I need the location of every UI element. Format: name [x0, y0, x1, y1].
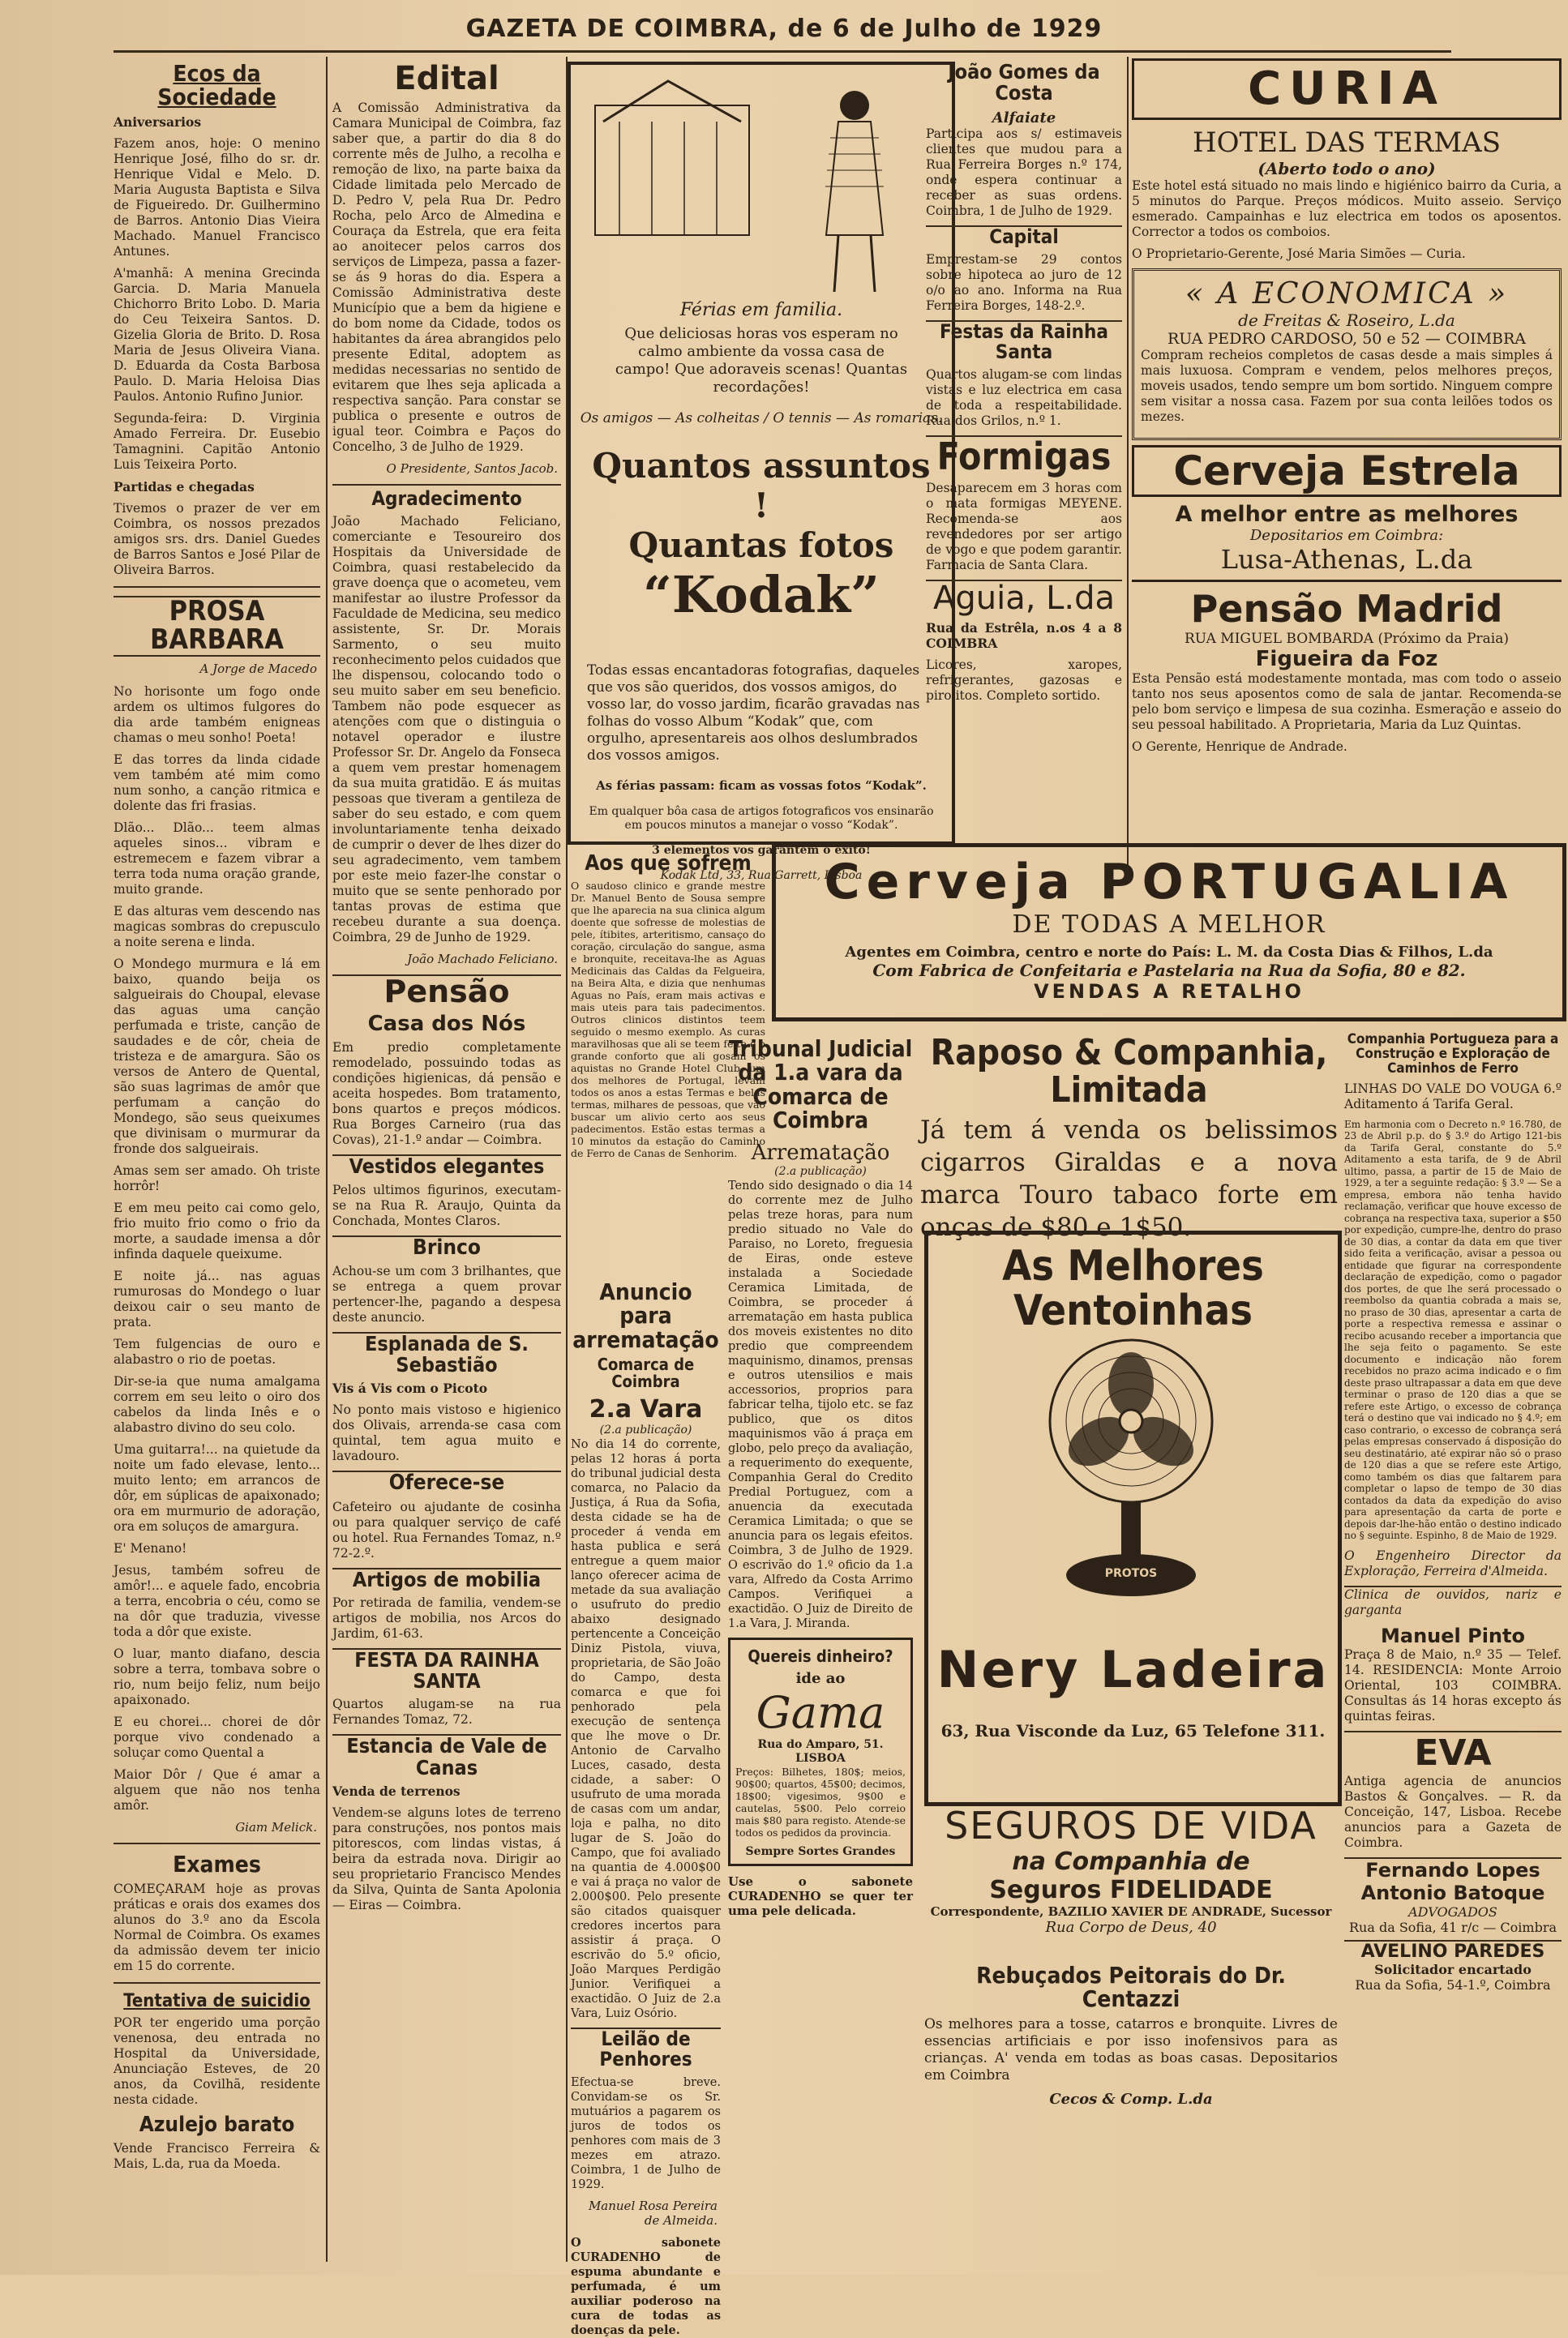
rebucados-signature: Cecos & Comp. L.da — [1049, 2090, 1213, 2108]
paredes-address: Rua da Sofia, 54-1.º, Coimbra — [1355, 1976, 1551, 1993]
edital-signature: O Presidente, Santos Jacob. — [386, 461, 558, 476]
anuncio-pub: (2.a publicação) — [599, 1424, 692, 1437]
economica-subtitle: de Freitas & Roseiro, L.da — [1238, 310, 1455, 330]
aniversarios-amanha: A'manhã: A menina Grecinda Garcia. D. Maria Manuela Chichorro Brito Lobo. D. Maria do Ceu Teixeira Santos. D. Gizelia Gloria de Brito. D. Rosa Maria de Jesus Oliveira Viana. D. Eduarda da Costa Barbosa Paulo. D. Maria Heloisa Dias Paulos. Antonio Rufino Junior. — [114, 265, 320, 404]
kodak-ferias-line: As férias passam: ficam as vossas fotos “Kodak”. — [596, 778, 927, 793]
pinto-head: Clinica de ouvidos, nariz e garganta — [1344, 1586, 1562, 1617]
aniversarios-segunda: Segunda-feira: D. Virginia Amado Ferreira. Dr. Eusebio Tamagnini. Capitão Antonio Luis Teixeira Porto. — [114, 410, 320, 472]
prosa-p15: E eu chorei... chorei de dôr porque vivo condenado a soluçar como Quental a — [114, 1715, 320, 1761]
prosa-p10: Dir-se-ia que numa amalgama correm em seu leito o oiro dos cabelos da linda Inês e o alabastro divino do seu colo. — [114, 1374, 320, 1436]
seguros-ad — [924, 1804, 1338, 1936]
exames-text: COMEÇARAM hoje as provas práticas e orais dos exames dos alunos do 3.º ano da Escola Normal de Coimbra. Os exames da admissão devem ter inicio em 15 do corrente. — [114, 1881, 320, 1973]
portugalia-agents: Agentes em Coimbra, centro e norte do País: L. M. da Costa Dias & Filhos, L.da — [845, 944, 1493, 961]
paredes-title: AVELINO PAREDES — [1344, 1940, 1562, 1962]
tribunal-judicial — [728, 1034, 913, 2270]
prosa-signature: Giam Melick. — [235, 1820, 317, 1835]
edital-text: A Comissão Administrativa da Camara Municipal de Coimbra, faz saber que, a partir do dia 8 do corrente mês de Julho, a recolha e remoção de lixo, na parte baixa da Cidade limitada pelo Mercado de D. Pedro V, pela Rua Dr. Pedro Rocha, pelo Arco de Almedina e Couraça da Estrela, que era feita ao anoitecer pelos carros dos serviços de Limpeza, passa a fazer-se ás 9 horas do dia. Espera a Comissão Administrativa deste Município que a bem da higiene e do bom nome da Cidade, todos os habitantes da área abrangidos pelo presente Edital, adoptem as medidas necessarias no sentido de evitarem que lhes seja aplicada a respectiva sanção. Para constar se publica o presente e outros de igual teor. Coimbra e Paços do Concelho, 3 de Julho de 1929. — [332, 101, 561, 454]
raposo-ad — [920, 1031, 1338, 1243]
alfaiate-subtitle: Alfaiate — [992, 109, 1056, 126]
rebucados-title: Rebuçados Peitorais do Dr. Centazzi — [976, 1962, 1286, 2013]
economica-text: Compram recheios completos de casas desde a mais simples á mais luxuosa. Compram e vendem, pelos melhores preços, moveis usados, tendo sempre um bom sortido. Ninguem compre sem visitar a nossa casa. Fazem por sua conta leilões todos os mezes. — [1141, 348, 1553, 424]
pensao-text: Em predio completamente remodelado, possuindo todas as condições higienicas, dá pensão e aceita hospedes. Bom tratamento, bons quartos e preços módicos. Rua Borges Carneiro (rua das Covas), 21-1.º andar — Coimbra. — [332, 1040, 561, 1148]
economica-ad — [1132, 268, 1562, 440]
lopes-address: Rua da Sofia, 41 r/c — Coimbra — [1348, 1919, 1557, 1935]
vestidos-title: Vestidos elegantes — [332, 1154, 561, 1177]
prosa-p1: No horisonte um fogo onde ardem os ultimos fulgores do dia arde também enigneas chamas o meu sonho! Poeta! — [114, 684, 320, 746]
hotel-title: HOTEL DAS TERMAS — [1192, 126, 1502, 159]
ventoinhas-ad — [924, 1231, 1342, 1806]
raposo-title: Raposo & Companhia, Limitada — [930, 1032, 1328, 1111]
leilao-text: Efectua-se breve. Convidam-se os Sr. mutuários a pagarem os juros de todos os penhores com mais de 3 mezes em atrazo. Coimbra, 1 de Julho de 1929. — [571, 2075, 721, 2191]
partidas-text: Tivemos o prazer de ver em Coimbra, os nossos prezados amigos srs. drs. Daniel Guedes de Barros Santos e José Pilar de Oliveira Barros. — [114, 500, 320, 577]
prosa-p8: E noite já... nas aguas rumurosas do Mondego o luar deixou cair o seu manto de prata. — [114, 1269, 320, 1330]
estancia-title: Estancia de Vale de Canas — [332, 1734, 561, 1779]
portugalia-ad — [772, 843, 1566, 1021]
prosa-p11: Uma guitarra!... na quietude da noite um fado elevase, lento... muito lento; em arrancos de dôr, em súplicas de apaixonado; ora em murmurio de adoração, ora em soluços de amargura. — [114, 1442, 320, 1535]
prosa-p4: E das alturas vem descendo nas magicas sombras do crepusculo a noite serena e linda. — [114, 904, 320, 950]
protos-label: PROTOS — [1104, 1567, 1158, 1580]
tribunal-pub: (2.a publicação) — [774, 1164, 867, 1178]
suicidio-title: Tentativa de suicidio — [123, 1990, 311, 2011]
esplanada-text: No ponto mais vistoso e higienico dos Olivais, arrenda-se casa com quintal, tem agua muito e lavadouro. — [332, 1402, 561, 1464]
ventoinhas-address: 63, Rua Visconde da Luz, 65 Telefone 311. — [940, 1721, 1326, 1741]
masthead — [0, 15, 1568, 55]
anuncio-text: No dia 14 do corrente, pelas 12 horas á porta do tribunal judicial desta comarca, no Palacio da Justiça, á Rua da Sofia, desta cidade se ha de proceder á venda em hasta publica e será entregue a quem maior lanço oferecer acima de metade da sua avaliação o usufruto do predio abaixo designado pertencente a Conceição Diniz Pistola, viuva, proprietaria, de São João do Campo, desta comarca e que foi penhorado pela execução de sentença que lhe move o Dr. Antonio de Carvalho Luces, casado, desta cidade, a saber: O usufruto de uma morada de casas com um andar, loja e palha, no dito lugar de S. João do Campo, que foi avaliado na quantia de 4.000$00 e vai á praça no valor de 2.000$00. Pelo presente são citados quaisquer credores incertos para assistir á praça. O escrivão do 5.º oficio, João Marques Perdigão Junior. Verifiquei a exactidão. O Juiz de 2.a Vara, Luiz Osório. — [571, 1438, 721, 2021]
prosa-p3: Dlão... Dlão... teem almas aqueles sinos... vibram e estremecem e fazem vibrar a terra toda numa oração grande, muito grande. — [114, 820, 320, 897]
gama-question: Quereis dinheiro? — [748, 1646, 893, 1666]
kodak-ferias-title: Férias em familia. — [679, 300, 843, 320]
divider — [114, 1843, 320, 1844]
esplanada-title: Esplanada de S. Sebastião — [332, 1332, 561, 1377]
portugalia-vendas: VENDAS A RETALHO — [1034, 980, 1305, 1003]
esplanada-subtitle: Vis á Vis com o Picoto — [332, 1381, 488, 1397]
prosa-author: A Jorge de Macedo — [199, 662, 317, 677]
capital-title: Capital — [926, 225, 1122, 247]
prosa-p5: O Mondego murmura e lá em baixo, quando beija os salgueirais do Choupal, elevase das aguas uma canção perfumada e triste, canção de saudades e de côr, cheia de tristeza e de amargura. São os versos de Antero de Quental, são suas lagrimas de amôr que perfumam a canção do Mondego, são seus queixumes que divinisam o murmurar da fronde dos salgueirais. — [114, 957, 320, 1157]
column-divider — [1127, 57, 1129, 876]
prosa-p14: O luar, manto diafano, descia sobre a terra, tombava sobre o rio, num beijo feliz, num beijo apaixonado. — [114, 1646, 320, 1708]
kodak-headline-1: Quantos assuntos ! — [592, 446, 931, 525]
pensao-subtitle: Casa dos Nós — [367, 1012, 526, 1037]
lopes-subtitle: ADVOGADOS — [1408, 1903, 1497, 1920]
festas-title: Festas da Rainha Santa — [926, 320, 1122, 362]
anuncio-comarca: Comarca de Coimbra — [597, 1355, 695, 1392]
rebucados-ad — [924, 1960, 1338, 2268]
column-divider — [326, 57, 328, 2262]
lopes-title: Fernando Lopes Antonio Batoque — [1344, 1857, 1562, 1904]
rebucados-text: Os melhores para a tosse, catarros e bronquite. Livres de essencias artificiais e por isso inofensivos para as crianças. A' venda em todas as boas casas. Depositarios em Coimbra — [924, 2015, 1338, 2083]
estrela-subtitle: A melhor entre as melhores — [1175, 502, 1519, 527]
kodak-headline-3: “Kodak” — [643, 565, 880, 624]
madrid-address: RUA MIGUEL BOMBARDA (Próximo da Praia) — [1185, 631, 1509, 647]
anuncio-arrematacao — [571, 1277, 721, 2337]
kodak-ferias-lines: Os amigos — As colheitas / O tennis — As romarias. — [580, 410, 943, 426]
pinto-text: Praça 8 de Maio, n.º 35 — Telef. 14. RESIDENCIA: Monte Arroio Oriental, 103 COIMBRA. Consultas ás 14 horas excepto ás quintas feiras. — [1344, 1646, 1562, 1724]
formigas-title: Formigas — [926, 435, 1122, 476]
artigos-text: Por retirada de familia, vendem-se artigos de mobilia, nos Arcos do Jardim, 61-63. — [332, 1595, 561, 1641]
anuncio-sabonete: O sabonete CURADENHO de espuma abundante e perfumada, é um auxiliar poderoso na cura de todas as doenças da pele. — [571, 2235, 721, 2337]
seguros-corresp: Correspondente, BAZILIO XAVIER DE ANDRADE, Sucessor — [930, 1904, 1332, 1919]
ventoinhas-name: Nery Ladeira — [936, 1640, 1330, 1699]
prosa-p6: Amas sem ser amado. Oh triste horrôr! — [114, 1163, 320, 1194]
comp-subtitle: LINHAS DO VALE DO VOUGA 6.º Aditamento á Tarifa Geral. — [1344, 1081, 1562, 1111]
hotel-text: Este hotel está situado no mais lindo e higiénico bairro da Curia, a 5 minutos do Parque. Preços módicos. Muito asseio. Serviço esmerado. Campainhas e luz electrica em todos os aposentos. Corrector a todos os comboios. — [1132, 178, 1562, 239]
kodak-illustration — [587, 73, 936, 300]
kodak-elements: 3 elementos vos garantem o exito! — [652, 844, 871, 857]
column-5 — [1132, 58, 1562, 877]
agradecimento-title: Agradecimento — [332, 484, 561, 509]
eva-title: EVA — [1344, 1731, 1562, 1774]
seguros-sub2: Seguros FIDELIDADE — [989, 1876, 1273, 1904]
prosa-p7: E em meu peito cai como gelo, frio muito frio como o frio da morte, a saudade imensa a dôr infinda daquele queixume. — [114, 1201, 320, 1262]
portugalia-subtitle: DE TODAS A MELHOR — [1012, 910, 1326, 939]
kodak-small: Em qualquer bôa casa de artigos fotograficos vos ensinarão em poucos minutos a manejar o vosso “Kodak”. — [589, 805, 934, 832]
anuncio-title: Anuncio para arrematação — [572, 1278, 719, 1353]
estancia-text: Vendem-se alguns lotes de terreno para construções, nos pontos mais pitorescos, com lindas vistas, á beira da estrada nova. Dirigir ao seu proprietario Francisco Mendes da Silva, Quinta de Santa Apolonia — Eiras — Coimbra. — [332, 1805, 561, 1912]
madrid-title: Pensão Madrid — [1190, 587, 1503, 631]
gama-ad — [728, 1638, 913, 1866]
leilao-title: Leilão de Penhores — [571, 2028, 721, 2070]
alfaiate-title: João Gomes da Costa — [948, 60, 1100, 105]
ventoinhas-title: As Melhores Ventoinhas — [1002, 1242, 1264, 1335]
prosa-title: PROSA BARBARA — [114, 596, 320, 657]
prosa-p9: Tem fulgencias de ouro e alabastro o rio de poetas. — [114, 1337, 320, 1368]
tribunal-arrematacao: Arrematação — [751, 1140, 890, 1165]
economica-address: RUA PEDRO CARDOSO, 50 e 52 — COIMBRA — [1167, 330, 1527, 348]
suicidio-text: POR ter engerido uma porção venenosa, deu entrada no Hospital da Universidade, Anunciação Esteves, de 20 anos, da Covilhã, residente nesta cidade. — [114, 2015, 320, 2107]
fan-illustration — [1026, 1324, 1236, 1608]
gama-ide: ide ao — [795, 1669, 846, 1687]
capital-text: Emprestam-se 29 contos sobre hipoteca ao juro de 12 o/o ao ano. Informa na Rua Ferreira Borges, 148-2.º. — [926, 251, 1122, 313]
exames-title: Exames — [173, 1851, 261, 1878]
madrid-text: Esta Pensão está modestamente montada, mas com todo o asseio tanto nos seus aposentos como de sala de jantar. Recomenda-se pelo bom serviço e limpesa de sua cozinha. Esmeração e asseio do seu pessoal habilitado. A Proprietaria, Maria da Luz Quintas. — [1132, 671, 1562, 732]
madrid-signature: O Gerente, Henrique de Andrade. — [1132, 739, 1347, 754]
estrela-depositarios: Depositarios em Coimbra: — [1249, 527, 1444, 544]
tribunal-sabonete: Use o sabonete CURADENHO se quer ter uma pele delicada. — [728, 1873, 913, 1918]
gama-name: Gama — [756, 1686, 885, 1738]
pinto-title: Manuel Pinto — [1381, 1624, 1525, 1647]
brinco-text: Achou-se um com 3 brilhantes, que se entrega a quem provar pertencer-lhe, pagando a despesa deste anuncio. — [332, 1263, 561, 1325]
oferece-text: Cafeteiro ou ajudante de cosinha ou para qualquer serviço de café ou hotel. Rua Fernandes Tomaz, n.º 72-2.º. — [332, 1499, 561, 1561]
portugalia-title: Cerveja PORTUGALIA — [824, 854, 1514, 910]
estancia-subtitle: Venda de terrenos — [332, 1783, 461, 1799]
agradecimento-signature: João Machado Feliciano. — [407, 952, 558, 967]
brinco-title: Brinco — [332, 1235, 561, 1259]
kodak-headline — [579, 446, 944, 624]
comp-text: Em harmonia com o Decreto n.º 16.780, de 23 de Abril p.p. do § 3.º do Artigo 121-bis da Tarifa Geral, constante do 5.º Aditamento a esta tarifa, de 9 de Abril ultimo, passa, a partir de 15 de Maio de 1929, a ter a seguinte redação: § 3.º — Se a empresa, embora não tenha havido reclamação, verificar que houve excesso de cobrança na respectiva taxa, superior a $50 por expedição, cumpre-lhe, dentro do praso de 30 dias, a contar da data em que tiver sido feita a verificação, avisar a pessoa ou entidade que figurar na correspondente declaração de expedição, como o pagador dos portes, de que lhe será processado o reembolso da quantia cobrada a mais se, no praso de 30 dias, apresentar a carta de porte a respectiva remessa e assinar o recibo acusando receber a importancia que lhe seja feito o pagamento. Se este documento e indicação não forem recebidos no prazo acima indicado e o fim deste praso ultrapassar a data em que deve terminar o praso de 120 dias a que se refere este Artigo, o excesso de cobrança terá o destino que vai indicado no § 4.º; em caso contrario, o excesso de cobrança será pelas empresas conservado á disposição do seu destinatário, até expirar não só o praso de 120 dias a que se refere este Artigo, como também os dias que faltarem para completar o lapso de tempo de 30 dias contados da data da expedição do aviso para apresentação da carta de porte e depois dar-lhe-hão então o destino indicado no § seguinte. Espinho, 8 de Maio de 1929. — [1344, 1118, 1562, 1542]
prosa-p2: E das torres da linda cidade vem também até mim como num sonho, a canção ritmica e dolente das fri frasias. — [114, 752, 320, 814]
artigos-title: Artigos de mobilia — [332, 1568, 561, 1591]
kodak-body-text: Todas essas encantadoras fotografias, daqueles que vos são queridos, dos vossos amigos, do vosso lar, do vosso jardim, ficarão gravadas nas folhas do vosso Album “Kodak” que, com orgulho, apresentareis aos olhos deslumbrados dos vossos amigos. — [587, 662, 920, 764]
leilao-signature: Manuel Rosa Pereira de Almeida. — [588, 2198, 718, 2228]
prosa-p13: Jesus, também sofreu de amôr!... e aquele fado, encobria a terra, encobria o céu, como se na dôr que traduzia, vivesse toda a dôr que existe. — [114, 1563, 320, 1640]
sofrem-text: O saudoso clinico e grande mestre Dr. Manuel Bento de Sousa sempre que lhe aparecia na sua clinica algum doente que sofresse de molestias de pele, ítibites, arteritismo, cansaço do coração, circulação do sangue, asma e bronquite, receitava-lhe as Aguas Medicinais das Caldas da Felgueira, na Beira Alta, e dizia que nenhumas Aguas no País, eram mais activas e mais uteis para tais padecimentos. Outros clinicos distintos teem seguido o mesmo exemplo. As curas maravilhosas que ali se teem feito e o grande conforto que ali gosam os aquistas no Grande Hotel Club, um dos melhores de Portugal, levam todos os anos a estas Termas e belas termas, milhares de pessoas, que vão buscar um alivio certo aos seus padecimentos. Estão estas termas a 10 minutos da estação do Caminho de Ferro de Canas de Senhorim. — [571, 880, 765, 1160]
kodak-headline-2: Quantas fotos — [628, 525, 894, 565]
gama-text: Preços: Bilhetes, 180$; meios, 90$00; quartos, 45$00; decimos, 18$00; vigesimos, 9$00 e cautelas, 5$00. Pelo correio mais $80 para registo. Atende-se todos os pedidos da provincia. — [735, 1765, 906, 1839]
kodak-ferias — [579, 300, 944, 440]
formigas-text: Desaparecem em 3 horas com o mata formigas MEYENE. Recomenda-se aos revendedores por ser artigo de vogo e que podem garantir. Farmacia de Santa Clara. — [926, 481, 1122, 573]
sofrem-title: Aos que sofrem — [585, 851, 752, 876]
festa-title: FESTA DA RAINHA SANTA — [332, 1648, 561, 1693]
eva-text: Antiga agencia de anuncios Bastos & Gonçalves. — R. da Conceição, 147, Lisboa. Recebe anuncios para a Gazeta de Coimbra. — [1344, 1773, 1562, 1850]
festas-text: Quartos alugam-se com lindas vistas e luz electrica em casa de toda a respeitabilidade. Rua dos Grilos, n.º 1. — [926, 367, 1122, 429]
seguros-sub1: na Companhia de — [1012, 1848, 1250, 1876]
paredes-subtitle: Solicitador encartado — [1374, 1961, 1532, 1977]
edital-title: Edital — [394, 60, 499, 97]
alfaiate-text: Participa aos s/ estimaveis clientes que mudou para a Rua Ferreira Borges n.º 174, onde espera continuar a receber as suas ordens. Coimbra, 1 de Julho de 1929. — [926, 126, 1122, 218]
ecos-heading: Ecos da Sociedade — [157, 60, 276, 111]
comp-title: Companhia Portugueza para a Construção e Exploração de Caminhos de Ferro — [1347, 1031, 1559, 1077]
prosa-p12: E' Menano! — [114, 1541, 187, 1557]
masthead-title: GAZETA DE COIMBRA, de 6 de Julho de 1929 — [465, 15, 1103, 43]
kodak-ferias-text: Que deliciosas horas vos esperam no calmo ambiente da vossa casa de campo! Que adoraveis scenas! Quantas recordações! — [615, 325, 908, 396]
seguros-address: Rua Corpo de Deus, 40 — [1045, 1919, 1217, 1936]
hotel-signature: O Proprietario-Gerente, José Maria Simões — Curia. — [1132, 246, 1466, 261]
festa-text: Quartos alugam-se na rua Fernandes Tomaz, 72. — [332, 1697, 561, 1728]
partidas-title: Partidas e chegadas — [114, 478, 255, 495]
column-1 — [114, 58, 320, 2272]
gama-footer: Sempre Sortes Grandes — [745, 1844, 896, 1858]
tribunal-title: Tribunal Judicial da 1.a vara da Comarca de Coimbra — [728, 1035, 913, 1134]
aguia-text: Licores, xaropes, refrigerantes, gazosas e pirolitos. Completo sortido. — [926, 657, 1122, 704]
protos-badge — [1090, 1567, 1172, 1581]
pensao-title: Pensão — [332, 974, 561, 1008]
aniversarios-text: Fazem anos, hoje: O menino Henrique José, filho do sr. dr. Henrique Vidal e Melo. D. Maria Augusta Baptista e Silva de Figueiredo. Dr. Guilhermino de Barros. Antonio Dias Vieira Machado. Manuel Francisco Antunes. — [114, 135, 320, 259]
column-6 — [1344, 1030, 1562, 2270]
vestidos-text: Pelos ultimos figurinos, executam-se na Rua R. Araujo, Quinta da Conchada, Montes Claros. — [332, 1182, 561, 1228]
hotel-subtitle: (Aberto todo o ano) — [1257, 159, 1436, 178]
divider — [114, 586, 320, 588]
kodak-footer: Kodak Ltd, 33, Rua Garrett, Lisboa — [660, 869, 863, 882]
estrela-title: Cerveja Estrela — [1132, 445, 1562, 497]
portugalia-fabrica: Com Fabrica de Confeitaria e Pastelaria na Rua da Sofia, 80 e 82. — [872, 961, 1466, 980]
economica-title: « A ECONOMICA » — [1185, 277, 1509, 310]
curia-title: CURIA — [1132, 58, 1562, 120]
anuncio-vara: 2.a Vara — [589, 1395, 703, 1424]
madrid-city: Figueira da Foz — [1255, 647, 1438, 671]
agradecimento-text: João Machado Feliciano, comerciante e Tesoureiro dos Hospitais da Universidade de Coimbra, quasi restabelecido da grave doença que o acometeu, vem manifestar ao ilustre Professor da Faculdade de Medicina, seu medico assistente, Sr. Dr. Morais Sarmento, o seu muito reconhecimento pelos cuidados que lhe dispensou, colocando todo o seu muito saber em seu beneficio. Tambem não pode esquecer as atenções com que o distinguia o notavel operador e ilustre Professor Sr. Dr. Angelo da Fonseca a quem vem prestar homenagem da sua muita gratidão. E ás muitas pessoas que tiveram a gentileza de saber do seu estado, e com quem involuntariamente tenha deixado de cumprir o dever de lhes dizer do seu agradecimento, vem tambem por este meio fazer-lhe constar o muito que se sente penhorado por tantas provas de estima que recebeu durante a sua doença. Coimbra, 29 de Junho de 1929. — [332, 514, 561, 945]
comp-signature: O Engenheiro Director da Exploração, Ferreira d'Almeida. — [1344, 1548, 1562, 1578]
raposo-text: Já tem á venda os belissimos cigarros Giraldas e a nova marca Touro tabaco forte em onças de $80 e 1$50. — [920, 1115, 1338, 1243]
column-4 — [926, 58, 1122, 869]
azulejo-text: Vende Francisco Ferreira & Mais, L.da, rua da Moeda. — [114, 2140, 320, 2171]
estrela-name: Lusa-Athenas, L.da — [1132, 544, 1562, 582]
aniversarios-title: Aniversarios — [114, 113, 202, 130]
gama-address: Rua do Amparo, 51. LISBOA — [757, 1737, 884, 1765]
azulejo-title: Azulejo barato — [139, 2112, 295, 2137]
aguia-subtitle: Rua da Estrêla, n.os 4 a 8 COIMBRA — [926, 620, 1122, 652]
oferece-title: Oferece-se — [332, 1471, 561, 1494]
tribunal-text: Tendo sido designado o dia 14 do corrente mez de Julho pelas treze horas, para num predio situado no Vale do Paraiso, no Loreto, freguesia de Eiras, onde esteve instalada a Sociedade Ceramica Limitada, de Coimbra, se proceder á arrematação em hasta publica dos moveis existentes no dito predio que compreendem maquinismo, dinamos, prensas e outros utensilios e mais accessorios, proprios para fabricar telha, tijolo etc. se faz publico, que os ditos maquinismos vão á praça em globo, pelo preço da avaliação, a requerimento do exequente, Companhia Geral do Credito Predial Portuguez, com a anuencia da executada Ceramica Limitada; o que se anuncia para os legais efeitos. Coimbra, 3 de Julho de 1929. O escrivão do 1.º oficio da 1.a vara, Alfredo da Costa Arrimo Campos. Verifiquei a exactidão. O Juiz de Direito de 1.a Vara, J. Miranda. — [728, 1179, 914, 1630]
aguia-title: Aguia, L.da — [926, 580, 1122, 615]
column-2 — [332, 58, 561, 2272]
divider — [114, 1982, 320, 1984]
masthead-rule — [114, 50, 1451, 53]
seguros-title: SEGUROS DE VIDA — [945, 1804, 1317, 1848]
prosa-quote: Maior Dôr / Que é amar a alguem que não nos tenha amôr. — [114, 1767, 320, 1813]
